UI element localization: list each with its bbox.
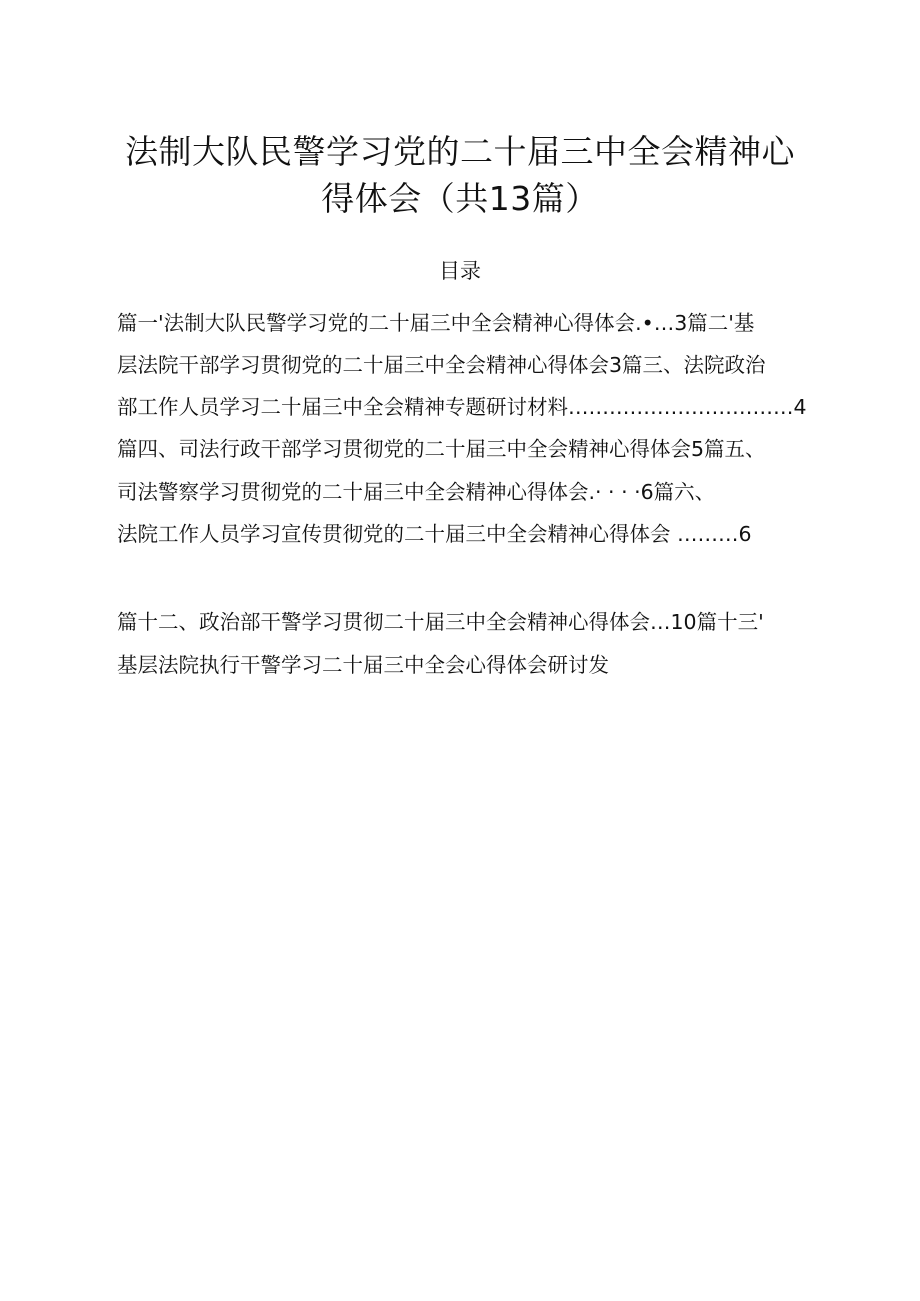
document-title-line-1: 法制大队民警学习党的二十届三中全会精神心 bbox=[125, 132, 795, 171]
toc-line-5: 司法警察学习贯彻党的二十届三中全会精神心得体会.· · · ·6篇六、 bbox=[117, 480, 716, 504]
toc-line-3: 部工作人员学习二十届三中全会精神专题研讨材料……………………………4 bbox=[117, 395, 807, 419]
toc-line-7: 篇十二、政治部干警学习贯彻二十届三中全会精神心得体会…10篇十三' bbox=[117, 610, 764, 634]
toc-line-1: 篇一'法制大队民警学习党的二十届三中全会精神心得体会.•…3篇二'基 bbox=[117, 311, 755, 335]
document-title-line-2: 得体会（共13篇） bbox=[321, 179, 599, 218]
toc-line-4: 篇四、司法行政干部学习贯彻党的二十届三中全会精神心得体会5篇五、 bbox=[117, 437, 766, 461]
toc-line-8: 基层法院执行干警学习二十届三中全会心得体会研讨发 bbox=[117, 653, 609, 677]
toc-line-6: 法院工作人员学习宣传贯彻党的二十届三中全会精神心得体会 ………6 bbox=[117, 522, 752, 546]
toc-line-2: 层法院干部学习贯彻党的二十届三中全会精神心得体会3篇三、法院政治 bbox=[117, 353, 766, 377]
toc-heading: 目录 bbox=[439, 259, 481, 283]
